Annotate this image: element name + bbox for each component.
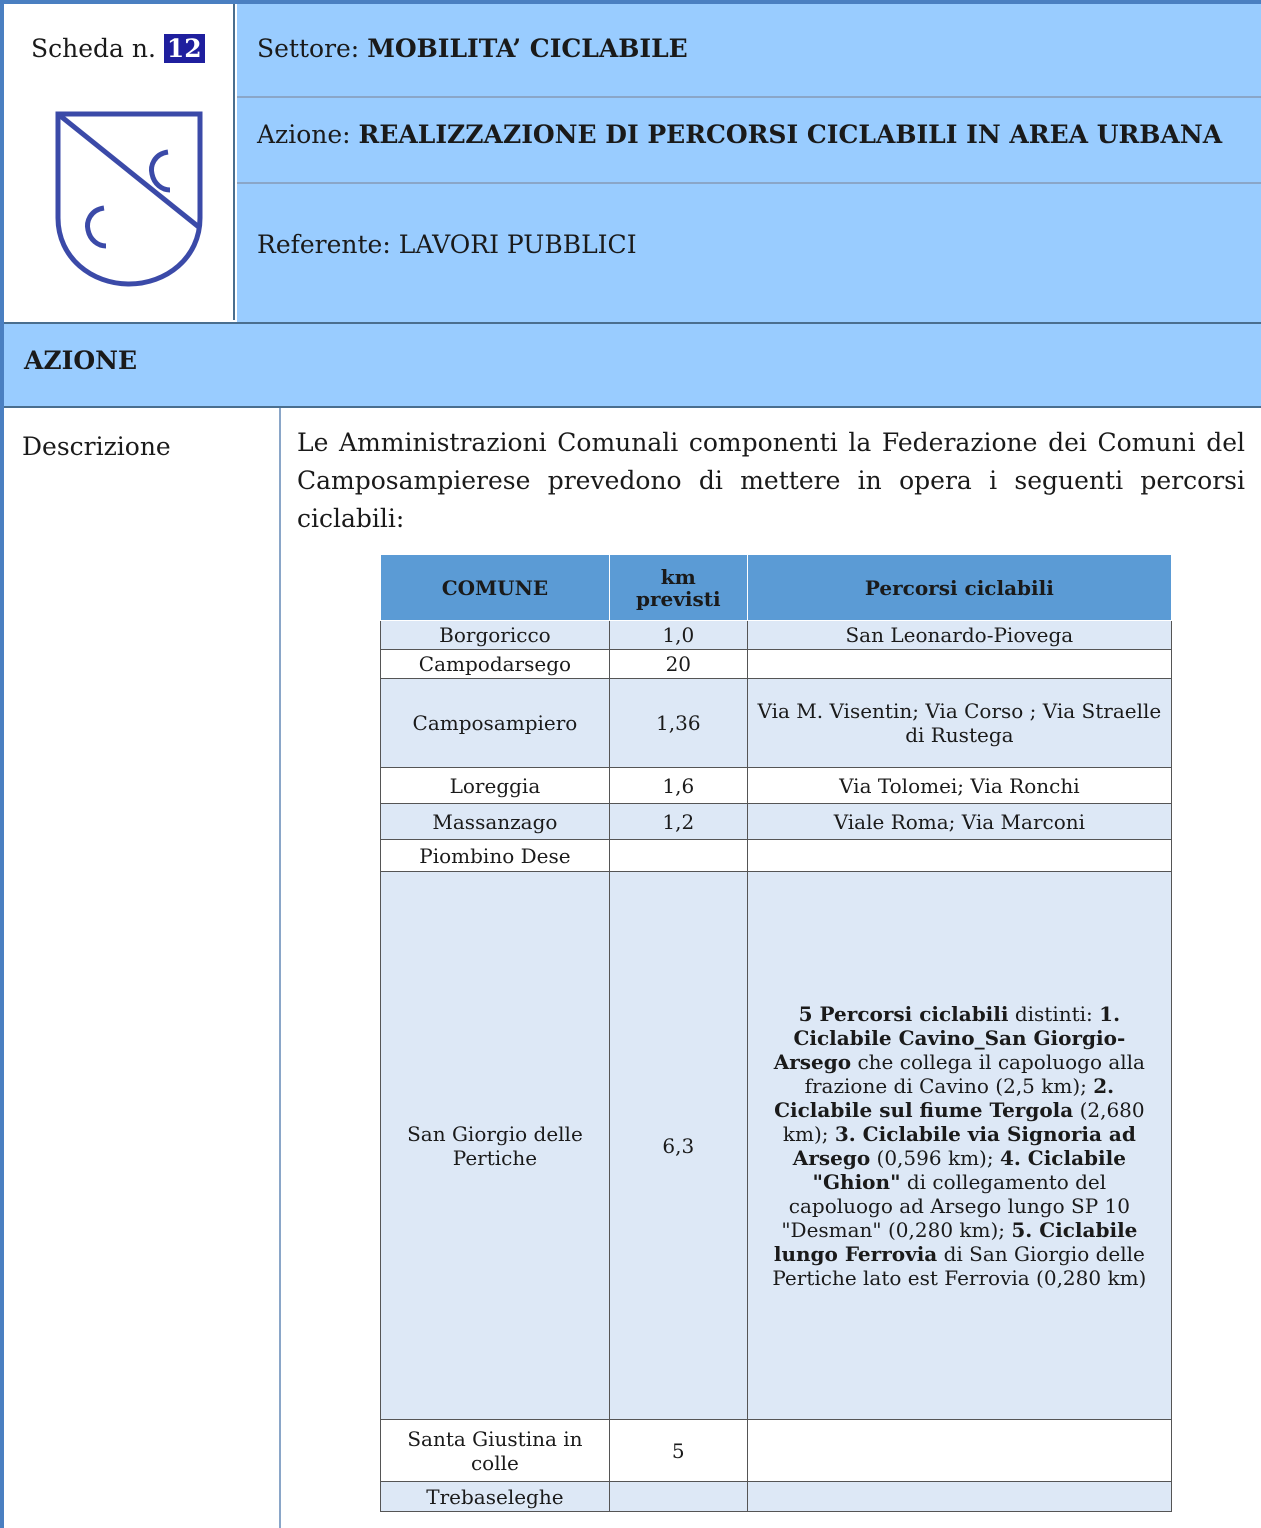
scheda-prefix: Scheda n. — [31, 34, 156, 63]
cell-comune: Campodarsego — [381, 650, 610, 679]
section-title: AZIONE — [24, 346, 138, 375]
table-row — [381, 650, 1172, 679]
percorsi-fragment: di San Giorgio delle Pertiche lato est Ferrovia (0,280 km) — [772, 1241, 1147, 1290]
cell-km: 1,36 — [609, 679, 747, 768]
percorsi-fragment: distinti: — [1008, 1001, 1100, 1026]
table-row — [381, 1420, 1172, 1482]
cell-comune: San Giorgio delle Pertiche — [381, 872, 610, 1420]
referente-text: Referente: LAVORI PUBBLICI — [257, 230, 637, 259]
table-row — [381, 768, 1172, 804]
percorsi-fragment: 2. Ciclabile sul fiume Tergola — [774, 1073, 1115, 1122]
cell-percorsi: Via Tolomei; Via Ronchi — [747, 768, 1171, 804]
header-comune: COMUNE — [381, 555, 610, 621]
settore-label: Settore: — [257, 34, 368, 63]
cell-km — [609, 1482, 747, 1512]
percorsi-fragment: di collegamento del capoluogo ad Arsego lungo SP 10 "Desman" (0,280 km); — [781, 1169, 1130, 1242]
descrizione-label-cell — [4, 408, 281, 1528]
settore-value: MOBILITA’ CICLABILE — [367, 34, 688, 63]
percorsi-fragment: (2,680 km); — [782, 1097, 1145, 1146]
percorsi-fragment: 5 Percorsi ciclabili — [798, 1001, 1009, 1026]
table-row — [381, 804, 1172, 840]
azione-section-bar — [4, 322, 1261, 408]
shield-logo-icon — [54, 108, 204, 288]
cell-comune: Loreggia — [381, 768, 610, 804]
cell-percorsi — [747, 1482, 1171, 1512]
percorsi-table — [380, 554, 1172, 1512]
cell-percorsi — [747, 840, 1171, 872]
scheda-number: 12 — [164, 34, 205, 63]
cell-percorsi: Viale Roma; Via Marconi — [747, 804, 1171, 840]
percorsi-fragment: 1. Ciclabile Cavino_San Giorgio-Arsego — [773, 1001, 1126, 1074]
percorsi-fragment: 5. Ciclabile lungo Ferrovia — [773, 1217, 1138, 1266]
table-header-row — [381, 555, 1172, 621]
cell-percorsi: Via M. Visentin; Via Corso ; Via Straelle di Rustega — [747, 679, 1171, 768]
percorsi-fragment: che collega il capoluogo alla frazione di Cavino (2,5 km); — [804, 1049, 1145, 1098]
header-percorsi: Percorsi ciclabili — [747, 555, 1171, 621]
scheda-label — [31, 34, 205, 63]
scheda-cell — [4, 4, 235, 320]
percorsi-fragment: (0,596 km); — [870, 1145, 1000, 1170]
settore-row — [237, 4, 1261, 98]
cell-percorsi — [747, 872, 1171, 1420]
cell-km — [609, 840, 747, 872]
azione-row — [237, 98, 1261, 184]
table-row — [381, 840, 1172, 872]
table-body — [381, 621, 1172, 1512]
cell-comune: Trebaseleghe — [381, 1482, 610, 1512]
cell-percorsi — [747, 650, 1171, 679]
cell-comune: Massanzago — [381, 804, 610, 840]
cell-km: 1,2 — [609, 804, 747, 840]
table-row — [381, 621, 1172, 650]
table-row — [381, 872, 1172, 1420]
cell-km: 1,6 — [609, 768, 747, 804]
cell-comune: Santa Giustina in colle — [381, 1420, 610, 1482]
cell-km: 6,3 — [609, 872, 747, 1420]
referente-row — [237, 184, 1261, 322]
table-row — [381, 679, 1172, 768]
header-km: km previsti — [609, 555, 747, 621]
cell-km: 5 — [609, 1420, 747, 1482]
cell-comune: Camposampiero — [381, 679, 610, 768]
cell-km: 20 — [609, 650, 747, 679]
settore-text — [257, 34, 688, 63]
cell-km: 1,0 — [609, 621, 747, 650]
percorsi-fragment: 4. Ciclabile "Ghion" — [812, 1145, 1126, 1194]
cell-percorsi: San Leonardo-Piovega — [747, 621, 1171, 650]
descrizione-label: Descrizione — [22, 432, 171, 461]
percorsi-fragment: 3. Ciclabile via Signoria ad Arsego — [792, 1121, 1136, 1170]
cell-comune: Piombino Dese — [381, 840, 610, 872]
azione-label: Azione: — [257, 120, 359, 149]
cell-percorsi — [747, 1420, 1171, 1482]
azione-value: REALIZZAZIONE DI PERCORSI CICLABILI IN AREA URBANA — [358, 120, 1223, 149]
table-row — [381, 1482, 1172, 1512]
cell-comune: Borgoricco — [381, 621, 610, 650]
azione-text — [257, 120, 1222, 149]
descrizione-paragraph: Le Amministrazioni Comunali componenti la Federazione dei Comuni del Camposampierese prevedono di mettere in opera i seguenti percorsi ciclabili: — [297, 428, 1245, 533]
